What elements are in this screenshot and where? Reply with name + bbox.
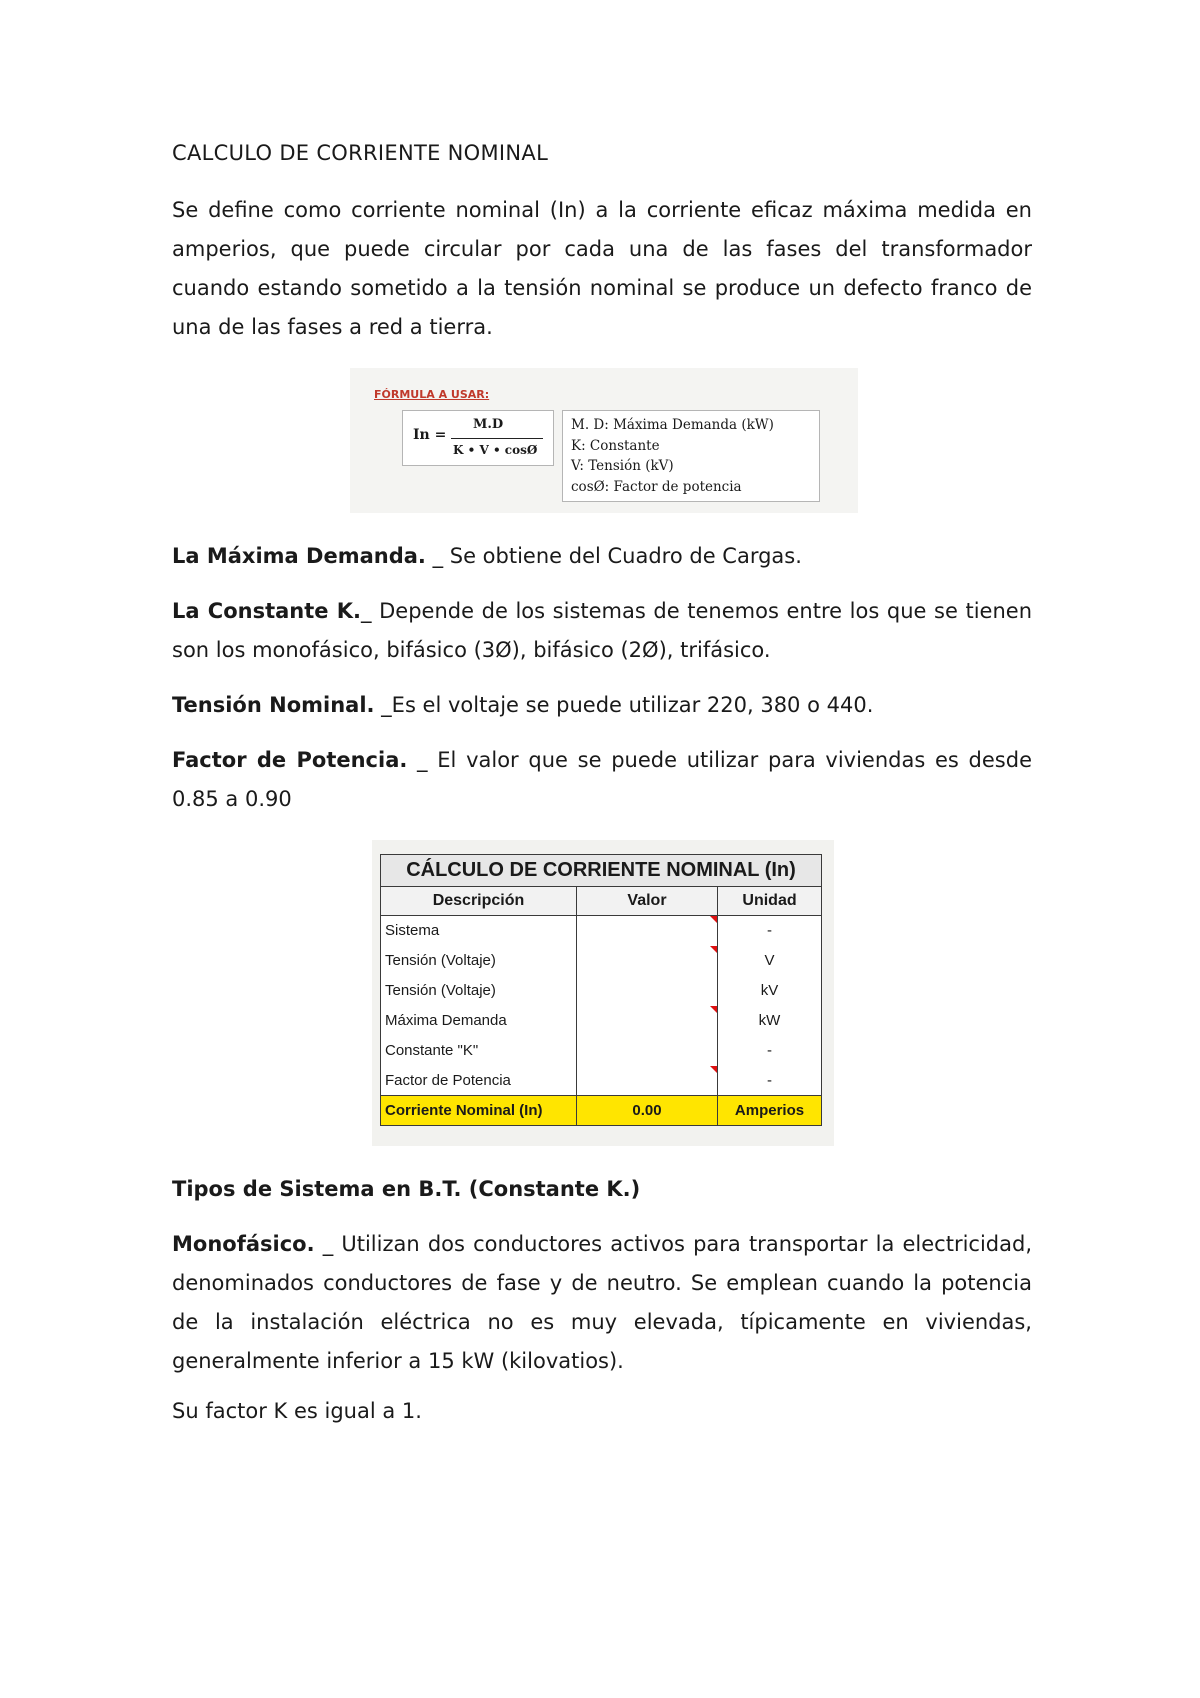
row-value-cell[interactable] bbox=[577, 976, 718, 1006]
comment-marker-icon bbox=[710, 916, 717, 923]
column-header-value: Valor bbox=[577, 887, 718, 916]
legend-item: K: Constante bbox=[571, 437, 660, 454]
formula-box bbox=[402, 410, 554, 466]
row-value-cell[interactable] bbox=[577, 1066, 718, 1096]
row-value-cell[interactable] bbox=[577, 1006, 718, 1036]
row-description: Tensión (Voltaje) bbox=[381, 976, 577, 1006]
table-row bbox=[381, 946, 822, 976]
row-value-cell[interactable] bbox=[577, 946, 718, 976]
row-description: Tensión (Voltaje) bbox=[381, 946, 577, 976]
paragraph-single-phase bbox=[172, 1225, 1032, 1381]
text-single-phase: _ Utilizan dos conductores activos para transportar la electricidad, denominados conductores de fase y de neutro. Se emplean cuando la potencia de la instalación eléctrica no es muy elevada, típicamente en viviendas, generalmente inferior a 15 kW (kilovatios). bbox=[172, 1232, 1032, 1373]
total-unit: Amperios bbox=[718, 1096, 822, 1126]
paragraph-max-demand bbox=[172, 537, 1032, 576]
column-header-description: Descripción bbox=[381, 887, 577, 916]
table-row bbox=[381, 1006, 822, 1036]
row-unit: kV bbox=[718, 976, 822, 1006]
formula-legend bbox=[562, 410, 820, 502]
total-row bbox=[381, 1096, 822, 1126]
formula-lhs: In = bbox=[413, 427, 447, 443]
total-value: 0.00 bbox=[577, 1096, 718, 1126]
text-nominal-voltage: _Es el voltaje se puede utilizar 220, 380 o 440. bbox=[374, 693, 874, 717]
row-unit: V bbox=[718, 946, 822, 976]
formula-label: FÓRMULA A USAR: bbox=[374, 388, 490, 401]
text-power-factor: _ El valor que se puede utilizar para viviendas es desde 0.85 a 0.90 bbox=[172, 748, 1032, 811]
page-title: CALCULO DE CORRIENTE NOMINAL bbox=[172, 141, 549, 165]
table-row bbox=[381, 1066, 822, 1096]
row-description: Factor de Potencia bbox=[381, 1066, 577, 1096]
paragraph-nominal-voltage bbox=[172, 686, 1032, 725]
term-max-demand: La Máxima Demanda. bbox=[172, 544, 426, 568]
heading-system-types: Tipos de Sistema en B.T. (Constante K.) bbox=[172, 1177, 641, 1201]
column-header-unit: Unidad bbox=[718, 887, 822, 916]
row-description: Sistema bbox=[381, 916, 577, 946]
legend-item: M. D: Máxima Demanda (kW) bbox=[571, 417, 774, 433]
calculation-table bbox=[380, 854, 822, 1126]
row-unit: - bbox=[718, 1036, 822, 1066]
formula-denominator: K • V • cosØ bbox=[453, 443, 538, 457]
section-heading-system-types bbox=[172, 1170, 1032, 1209]
comment-marker-icon bbox=[710, 1006, 717, 1013]
term-constant-k: La Constante K. bbox=[172, 599, 362, 623]
row-description: Máxima Demanda bbox=[381, 1006, 577, 1036]
table-row bbox=[381, 916, 822, 946]
table-title: CÁLCULO DE CORRIENTE NOMINAL (In) bbox=[381, 855, 822, 887]
table-row bbox=[381, 976, 822, 1006]
paragraph-constant-k bbox=[172, 592, 1032, 670]
row-unit: kW bbox=[718, 1006, 822, 1036]
term-single-phase: Monofásico. bbox=[172, 1232, 315, 1256]
text-constant-k: _ Depende de los sistemas de tenemos entre los que se tienen son los monofásico, bifásico (3Ø), bifásico (2Ø), trifásico. bbox=[172, 599, 1033, 662]
legend-item: V: Tensión (kV) bbox=[571, 458, 674, 474]
row-value-cell[interactable] bbox=[577, 1036, 718, 1066]
comment-marker-icon bbox=[710, 946, 717, 953]
row-unit: - bbox=[718, 1066, 822, 1096]
comment-marker-icon bbox=[710, 1066, 717, 1073]
total-description: Corriente Nominal (In) bbox=[381, 1096, 577, 1126]
calculation-table-image bbox=[372, 840, 834, 1146]
table-row bbox=[381, 1036, 822, 1066]
row-unit: - bbox=[718, 916, 822, 946]
term-nominal-voltage: Tensión Nominal. bbox=[172, 693, 375, 717]
fraction-bar bbox=[451, 438, 543, 439]
text-max-demand: _ Se obtiene del Cuadro de Cargas. bbox=[425, 544, 802, 568]
paragraph-k-value: Su factor K es igual a 1. bbox=[172, 1399, 422, 1423]
row-value-cell[interactable] bbox=[577, 916, 718, 946]
row-description: Constante "K" bbox=[381, 1036, 577, 1066]
legend-item: cosØ: Factor de potencia bbox=[571, 478, 742, 495]
formula-numerator: M.D bbox=[473, 417, 504, 432]
intro-paragraph: Se define como corriente nominal (In) a la corriente eficaz máxima medida en amperios, que puede circular por cada una de las fases del transformador cuando estando sometido a la tensión nominal se produce un defecto franco de una de las fases a red a tierra. bbox=[172, 198, 1032, 339]
paragraph-power-factor bbox=[172, 741, 1032, 819]
term-power-factor: Factor de Potencia. bbox=[172, 748, 408, 772]
formula-image bbox=[350, 368, 858, 513]
